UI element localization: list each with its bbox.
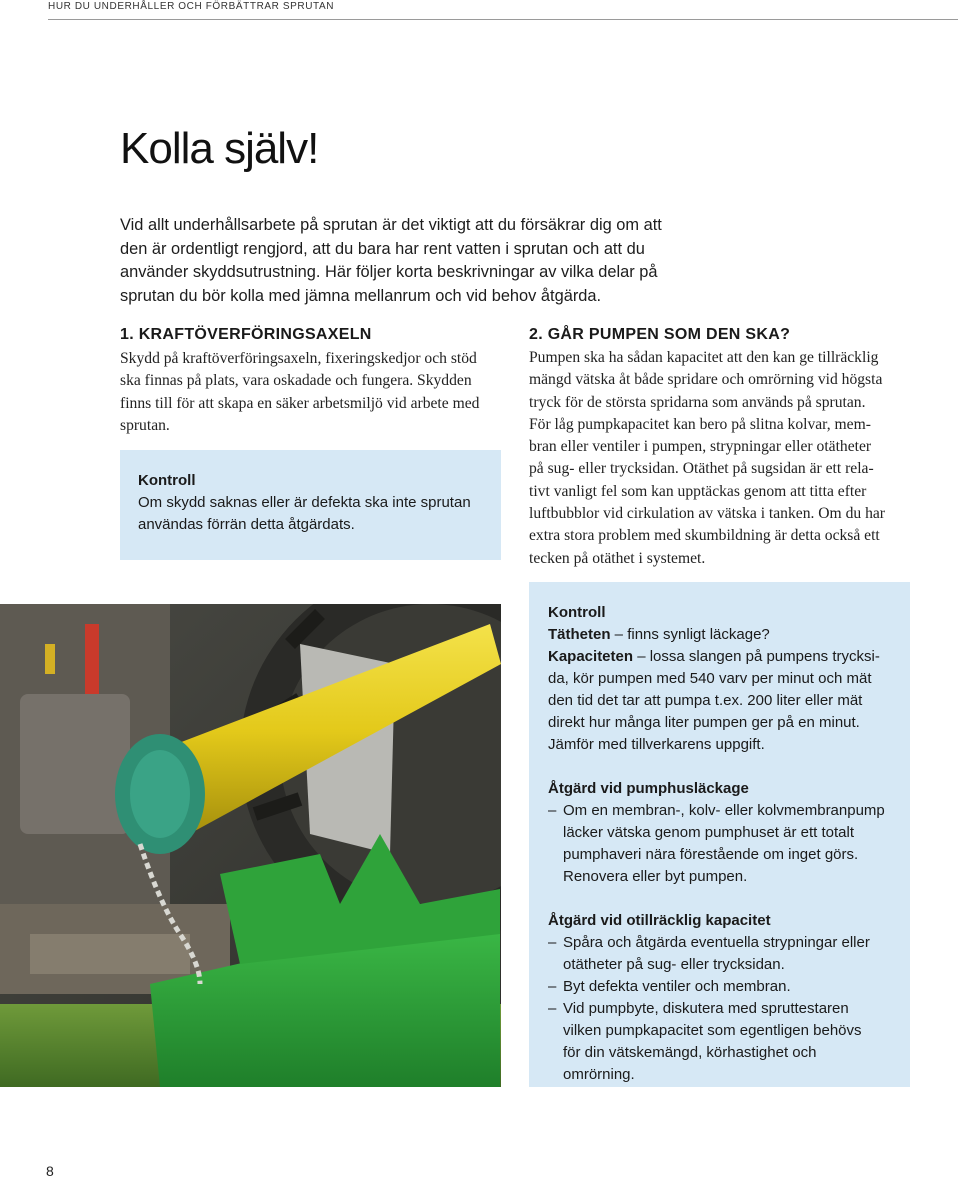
section-1-body: [120, 348, 502, 437]
body-line: tecken på otäthet i systemet.: [529, 549, 706, 567]
capacity-line: Jämför med tillverkarens uppgift.: [548, 736, 765, 753]
capacity-line: direkt hur många liter pumpen ger på en minut.: [548, 714, 860, 731]
dash-bullet: –: [548, 802, 557, 819]
bullet-item: [548, 932, 892, 954]
capacity-label: Kapaciteten: [548, 648, 634, 665]
bullet-text: Spåra och åtgärda eventuella strypningar eller: [563, 934, 870, 951]
page-title: Kolla själv!: [120, 124, 319, 173]
control-box-line: användas förrän detta åtgärdats.: [138, 516, 355, 533]
bullet-text: Om en membran-, kolv- eller kolvmembranpump: [563, 802, 885, 819]
body-line: tivt vanligt fel som kan upptäckas genom att titta efter: [529, 482, 867, 500]
body-line: tryck för de största spridarna som används på sprutan.: [529, 393, 866, 411]
tightness-check: [548, 624, 892, 646]
bullet-cont: pumphaveri nära förestående om inget görs.: [563, 846, 859, 863]
bullet-item: [548, 800, 892, 822]
bullet-cont: för din vätskemängd, körhastighet och omrörning.: [563, 1044, 817, 1083]
pto-shaft-photo: [0, 604, 501, 1087]
body-line: ska finnas på plats, vara oskadade och fungera. Skydden: [120, 372, 472, 390]
control-box-line: Om skydd saknas eller är defekta ska inte sprutan: [138, 494, 471, 511]
section-2-body: [529, 347, 911, 570]
body-line: på sug- eller trycksidan. Otäthet på sugsidan är ett rela-: [529, 460, 874, 478]
bullet-cont: otätheter på sug- eller trycksidan.: [563, 956, 785, 973]
control-box-pto: [120, 450, 501, 560]
dash-bullet: –: [548, 1000, 557, 1017]
section-2-heading: 2. GÅR PUMPEN SOM DEN SKA?: [529, 326, 791, 343]
body-line: Pumpen ska ha sådan kapacitet att den kan ge tillräcklig: [529, 349, 879, 366]
body-line: extra stora problem med skumbildning är detta också ett: [529, 527, 880, 545]
tightness-label: Tätheten: [548, 626, 611, 643]
body-line: bran eller ventiler i pumpen, strypningar eller otätheter: [529, 438, 872, 456]
control-box-pump: [529, 582, 910, 1087]
body-line: Skydd på kraftöverföringsaxeln, fixeringskedjor och stöd: [120, 350, 477, 367]
dash-bullet: –: [548, 934, 557, 951]
control-box-heading: Kontroll: [548, 604, 606, 621]
capacity-check: [548, 646, 892, 668]
capacity-text: – lossa slangen på pumpens trycksi-: [633, 648, 880, 665]
control-box-heading: Kontroll: [138, 472, 196, 489]
body-line: finns till för att skapa en säker arbetsmiljö vid arbete med: [120, 394, 480, 412]
low-capacity-heading: Åtgärd vid otillräcklig kapacitet: [548, 912, 771, 929]
page-number: 8: [46, 1163, 54, 1177]
body-line: sprutan.: [120, 416, 170, 434]
capacity-line: da, kör pumpen med 540 varv per minut och mät: [548, 670, 872, 687]
intro-line: sprutan du bör kolla med jämna mellanrum och vid behov åtgärda.: [120, 286, 602, 305]
section-1-heading: 1. KRAFTÖVERFÖRINGSAXELN: [120, 326, 372, 343]
tightness-text: – finns synligt läckage?: [610, 626, 770, 643]
bullet-text: Vid pumpbyte, diskutera med spruttestaren: [563, 1000, 849, 1017]
bullet-text: Byt defekta ventiler och membran.: [563, 978, 791, 995]
intro-line: använder skyddsutrustning. Här följer korta beskrivningar av vilka delar på: [120, 263, 658, 282]
intro-line: den är ordentligt rengjord, att du bara har rent vatten i sprutan och att du: [120, 239, 645, 258]
bullet-item: [548, 976, 892, 998]
running-header: HUR DU UNDERHÅLLER OCH FÖRBÄTTRAR SPRUTAN: [48, 0, 958, 20]
intro-paragraph: [120, 214, 710, 308]
dash-bullet: –: [548, 978, 557, 995]
pump-leak-heading: Åtgärd vid pumphusläckage: [548, 780, 749, 797]
bullet-item: [548, 998, 892, 1020]
bullet-cont: läcker vätska genom pumphuset är ett totalt: [563, 824, 854, 841]
intro-line: Vid allt underhållsarbete på sprutan är det viktigt att du försäkrar dig om att: [120, 216, 662, 234]
bullet-cont: vilken pumpkapacitet som egentligen behövs: [563, 1022, 862, 1039]
bullet-cont: Renovera eller byt pumpen.: [563, 868, 748, 885]
body-line: mängd vätska åt både spridare och omrörning vid högsta: [529, 371, 883, 389]
body-line: luftbubblor vid cirkulation av vätska i tanken. Om du har: [529, 505, 885, 523]
capacity-line: den tid det tar att pumpa t.ex. 200 liter eller mät: [548, 692, 863, 709]
body-line: För låg pumpkapacitet kan bero på slitna kolvar, mem-: [529, 415, 871, 433]
